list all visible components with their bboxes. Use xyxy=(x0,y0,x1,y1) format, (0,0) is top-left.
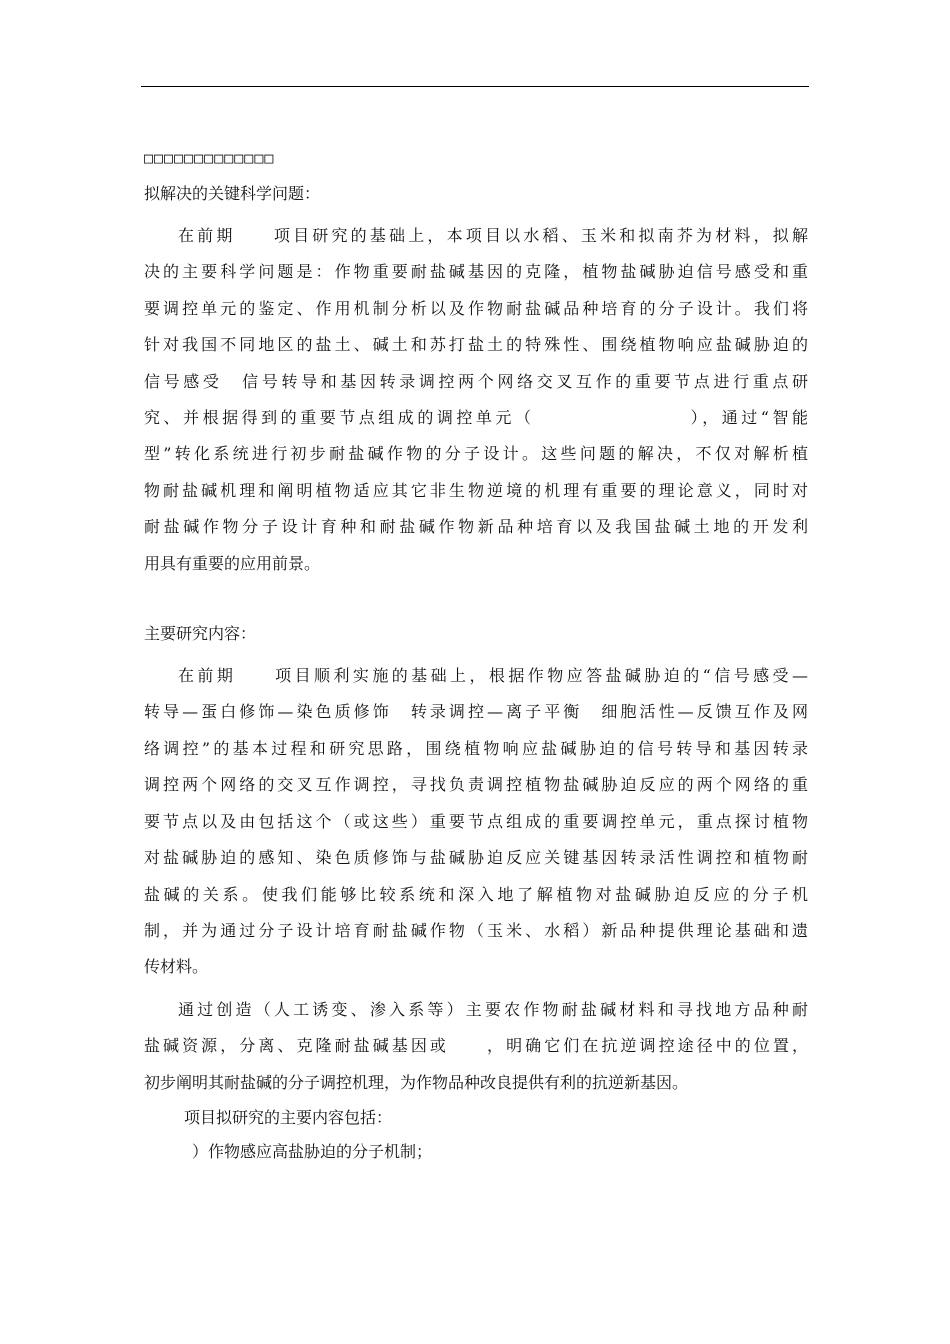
document-body xyxy=(144,140,808,1169)
paragraph-research-content-1 xyxy=(144,658,808,986)
text-line: 络调控”的基本过程和研究思路，围绕植物响应盐碱胁迫的信号转导和基因转录 xyxy=(144,738,808,758)
text-line: 转导—蛋白修饰—染色质修饰 转录调控—离子平衡 细胞活性—反馈互作及网 xyxy=(144,702,808,722)
text-line: 物耐盐碱机理和阐明植物适应其它非生物逆境的机理有重要的理论意义，同时对 xyxy=(144,480,808,500)
text-line: 盐碱资源，分离、克隆耐盐碱基因或 ，明确它们在抗逆调控途径中的位置， xyxy=(144,1036,808,1056)
text-line: 究、并根据得到的重要节点组成的调控单元（ ），通过“智能 xyxy=(144,408,808,428)
text-line: 制，并为通过分子设计培育耐盐碱作物（玉米、水稻）新品种提供理论基础和遗 xyxy=(144,920,808,940)
text-line: 在前期 项目研究的基础上，本项目以水稻、玉米和拟南芥为材料，拟解 xyxy=(178,226,808,245)
text-line: 针对我国不同地区的盐土、碱土和苏打盐土的特殊性、围绕植物响应盐碱胁迫的 xyxy=(144,335,808,355)
section-heading-key-problems: 拟解决的关键科学问题： xyxy=(144,184,321,203)
text-line: 决的主要科学问题是：作物重要耐盐碱基因的克隆，植物盐碱胁迫信号感受和重 xyxy=(144,262,808,282)
paragraph-key-problems xyxy=(144,218,808,582)
text-line: 要节点以及由包括这个（或这些）重要节点组成的重要调控单元，重点探讨植物 xyxy=(144,811,808,831)
text-line: 传材料。 xyxy=(144,957,209,977)
text-line: 初步阐明其耐盐碱的分子调控机理，为作物品种改良提供有利的抗逆新基因。 xyxy=(144,1072,689,1092)
paragraph-research-content-2 xyxy=(144,992,808,1101)
text-line: 在前期 项目顺利实施的基础上，根据作物应答盐碱胁迫的“信号感受— xyxy=(178,666,808,686)
section-heading-research-content: 主要研究内容： xyxy=(144,624,257,644)
list-item: ）作物感应高盐胁迫的分子机制； xyxy=(192,1141,433,1161)
text-line: 用具有重要的应用前景。 xyxy=(144,553,321,573)
text-line: 盐碱的关系。使我们能够比较系统和深入地了解植物对盐碱胁迫反应的分子机 xyxy=(144,884,808,904)
text-line: 型”转化系统进行初步耐盐碱作物的分子设计。这些问题的解决，不仅对解析植 xyxy=(144,444,808,464)
garbled-title-line: □□□□□□□□□□□□□ xyxy=(144,149,275,167)
header-rule xyxy=(141,86,809,87)
text-line: 信号感受 信号转导和基因转录调控两个网络交叉互作的重要节点进行重点研 xyxy=(144,371,808,391)
text-line: 调控两个网络的交叉互作调控，寻找负责调控植物盐碱胁迫反应的两个网络的重 xyxy=(144,775,808,795)
text-line: 要调控单元的鉴定、作用机制分析以及作物耐盐碱品种培育的分子设计。我们将 xyxy=(144,298,808,318)
text-line: 耐盐碱作物分子设计育种和耐盐碱作物新品种培育以及我国盐碱土地的开发利 xyxy=(144,517,808,537)
list-intro: 项目拟研究的主要内容包括： xyxy=(184,1107,393,1127)
text-line: 对盐碱胁迫的感知、染色质修饰与盐碱胁迫反应关键基因转录活性调控和植物耐 xyxy=(144,848,808,868)
text-line: 通过创造（人工诱变、渗入系等）主要农作物耐盐碱材料和寻找地方品种耐 xyxy=(178,999,808,1019)
